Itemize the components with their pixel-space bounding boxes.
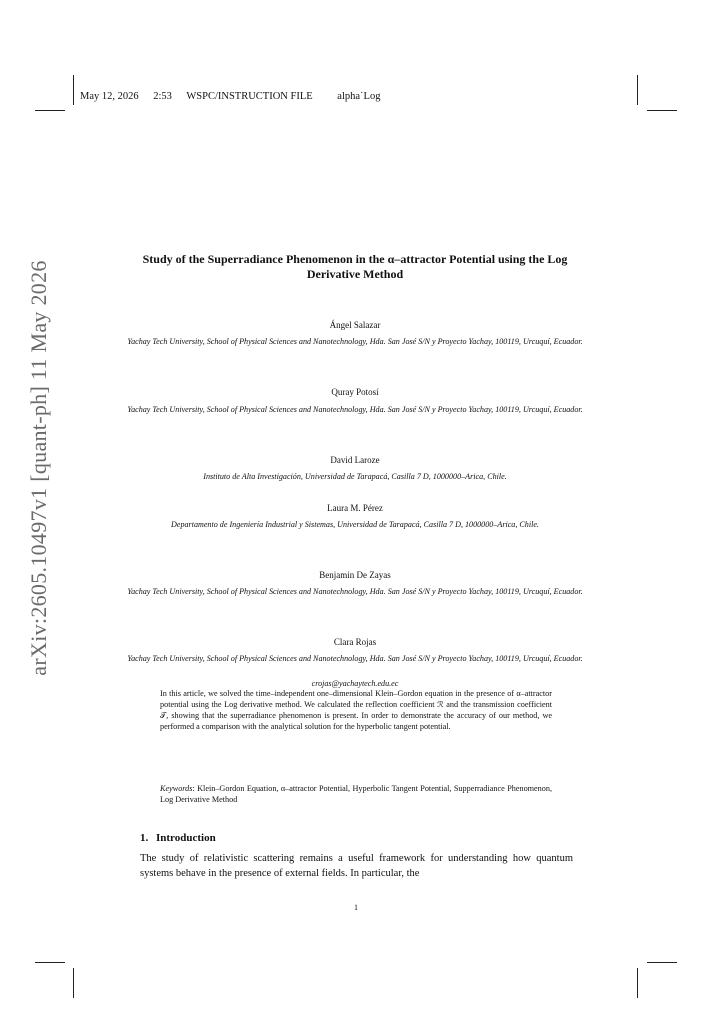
- crop-mark-bottom-left-vertical: [73, 968, 74, 998]
- header-file: WSPC/INSTRUCTION FILE: [186, 91, 313, 102]
- abstract: In this article, we solved the time–independent one–dimensional Klein–Gordon equation in the presence of α–attractor potential using the Log derivative method. We calculated the reflection coefficient ℛ and the transmission coefficient 𝒯, showing that the superradiance phenomenon is present. In order to demonstrate the accuracy of our method, we performed a comparison with the analytical solution for the hyperbolic tangent potential.: [160, 689, 552, 731]
- author-name: Laura M. Pérez: [327, 503, 383, 513]
- keywords-text: : Klein–Gordon Equation, α–attractor Potential, Hyperbolic Tangent Potential, Supperradiance Phenomenon, Log Derivative Method: [160, 784, 552, 804]
- author-affiliation: Yachay Tech University, School of Physical Sciences and Nanotechnology, Hda. San José S/N y Proyecto Yachay, 100119, Urcuquí, Ecuador.: [127, 587, 583, 596]
- author-name: Ángel Salazar: [329, 320, 381, 330]
- crop-mark-bottom-left-horizontal: [35, 962, 65, 963]
- header-time: 2:53: [153, 91, 172, 102]
- crop-mark-top-right-vertical: [637, 75, 638, 105]
- author-affiliation: Yachay Tech University, School of Physical Sciences and Nanotechnology, Hda. San José S/N y Proyecto Yachay, 100119, Urcuquí, Ecuador.: [127, 654, 583, 663]
- keywords-label: Keywords: [160, 784, 193, 793]
- section-heading: [140, 832, 216, 844]
- author-name: Quray Potosí: [331, 387, 379, 397]
- section-title: Introduction: [156, 832, 216, 844]
- section-number: 1.: [140, 832, 149, 844]
- author-name: Benjamin De Zayas: [319, 570, 391, 580]
- author-name: Clara Rojas: [333, 637, 377, 647]
- crop-mark-top-left-horizontal: [35, 110, 65, 111]
- crop-mark-bottom-right-horizontal: [647, 962, 677, 963]
- crop-mark-bottom-right-vertical: [637, 968, 638, 998]
- crop-mark-top-left-vertical: [73, 75, 74, 105]
- crop-mark-top-right-horizontal: [647, 110, 677, 111]
- author-affiliation: Instituto de Alta Investigación, Universidad de Tarapacá, Casilla 7 D, 1000000–Arica, Chile.: [203, 472, 507, 481]
- author-affiliation: Departamento de Ingeniería Industrial y Sistemas, Universidad de Tarapacá, Casilla 7 D, 1000000–Arica, Chile.: [171, 520, 539, 529]
- arxiv-watermark: arXiv:2605.10497v1 [quant-ph] 11 May 2026: [26, 260, 51, 676]
- keywords: [160, 783, 552, 805]
- paper-title: Study of the Superradiance Phenomenon in the α–attractor Potential using the Log Derivative Method: [142, 252, 568, 281]
- header-name: alpha˙Log: [337, 91, 381, 102]
- author-email: crojas@yachaytech.edu.ec: [311, 679, 399, 688]
- author-name: David Laroze: [330, 455, 380, 465]
- page-number: 1: [354, 903, 358, 912]
- introduction-paragraph: The study of relativistic scattering remains a useful framework for understanding how quantum systems behave in the presence of external fields. In particular, the: [140, 853, 573, 879]
- header-date: May 12, 2026: [80, 91, 139, 102]
- author-affiliation: Yachay Tech University, School of Physical Sciences and Nanotechnology, Hda. San José S/N y Proyecto Yachay, 100119, Urcuquí, Ecuador.: [127, 337, 583, 346]
- running-header: [80, 91, 392, 102]
- author-affiliation: Yachay Tech University, School of Physical Sciences and Nanotechnology, Hda. San José S/N y Proyecto Yachay, 100119, Urcuquí, Ecuador.: [127, 405, 583, 414]
